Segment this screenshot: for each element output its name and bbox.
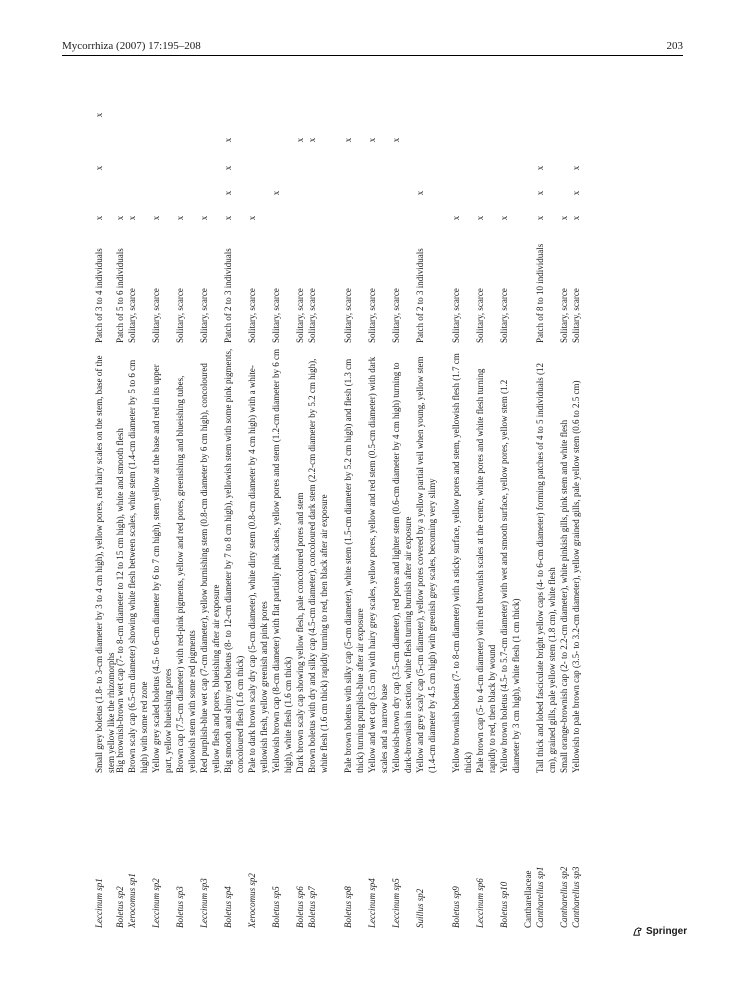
species-name: Leccinum sp2 [151,878,161,928]
species-name: Cantharellus sp1 [535,866,545,928]
species-description: Yellowish-brown dry cap (3.5-cm diameter), red pores and lighter stem (0.6-cm diameter by 4 cm high) turning to dark-brownish in section, white flesh turning burnish after air exposure [391,362,413,773]
species-name: Xerocomus sp2 [247,873,257,928]
species-name: Leccinum sp4 [367,878,377,928]
species-description: Big smooth and shiny red boletus (8- to 12-cm diameter by 7 to 8 cm high), yellowish stem with some pink pigments, concoloured flesh (1.6 cm thick) [223,348,245,773]
presence-mark: x [94,112,104,118]
journal-citation: Mycorrhiza (2007) 17:195–208 [62,40,201,52]
species-name: Leccinum sp6 [475,878,485,928]
presence-mark: x [94,165,104,171]
habit-abundance: Solitary, scarce [571,288,581,343]
presence-mark: x [571,190,581,196]
species-description: Brown scaly cap (6.5-cm diameter) showing white flesh between scales, white stem (1.4-cm diameter by 5 to 6 cm high) with some red zone [127,359,149,773]
presence-mark: x [175,215,185,221]
presence-mark: x [535,165,545,171]
habit-abundance: Solitary, scarce [199,288,209,343]
habit-abundance: Solitary, scarce [295,288,305,343]
species-description: Tall thick and lobed fasciculate bright yellow caps (4- to 6-cm diameter) forming patches of 4 to 5 individuals (12 cm), grained gills, pale yellow stem (1.8 cm), white flesh [535,362,557,773]
species-description: Red purplish-blue wet cap (7-cm diameter), yellow burnishing stem (0.8-cm diameter by 6 cm high), concoloured yellow flesh and pores, blueishing after air exposure [199,363,221,773]
species-name: Suillus sp2 [415,888,425,928]
habit-abundance: Solitary, scarce [307,288,317,343]
presence-mark: x [559,215,569,221]
species-name: Cantharellus sp2 [559,866,569,928]
presence-mark: x [271,190,281,196]
habit-abundance: Solitary, scarce [391,288,401,343]
presence-mark: x [295,137,305,143]
presence-mark: x [223,137,233,143]
species-name: Boletus sp3 [175,886,185,928]
presence-mark: x [571,215,581,221]
species-description: Yellow brownish boletus (7- to 8-cm diameter) with a sticky surface, yellow pores and stem, yellowish flesh (1.7 cm thick) [451,353,473,773]
running-header [62,37,683,56]
habit-abundance: Patch of 8 to 10 individuals [535,243,545,343]
habit-abundance: Solitary, scarce [271,288,281,343]
presence-mark: x [475,215,485,221]
habit-abundance: Solitary, scarce [343,288,353,343]
species-description: Yellow grey scaled boletus (4.5- to 6-cm diameter by 6 to 7 cm high), stem yellow at the base and red in its upper part, yellow blueishing pores [151,364,173,773]
species-name: Boletus sp9 [451,886,461,928]
species-description: Pale brown cap (5- to 4-cm diameter) with red brownish scales at the centre, white pores and white flesh turning rapidly to red, then black by wound [475,368,497,773]
habit-abundance: Patch of 2 to 3 individuals [415,248,425,343]
species-name: Xerocomus sp1 [127,873,137,928]
presence-mark: x [343,137,353,143]
presence-mark: x [223,190,233,196]
species-name: Boletus sp8 [343,886,353,928]
species-description: Dark brown scaly cap showing yellow flesh, pale concoloured pores and stem [295,492,305,773]
species-name: Boletus sp5 [271,886,281,928]
habit-abundance: Patch of 2 to 3 individuals [223,248,233,343]
family-heading: Cantharellaceae [523,870,533,928]
species-description: Yellowish to pale brown cap (3.5- to 3.2-cm diameter), yellow grained gills, pale yellow stem (0.6 to 2.5 cm) [571,380,581,773]
habit-abundance: Patch of 3 to 4 individuals [94,248,104,343]
species-name: Leccinum sp3 [199,878,209,928]
habit-abundance: Solitary, scarce [559,288,569,343]
presence-mark: x [535,215,545,221]
habit-abundance: Solitary, scarce [499,288,509,343]
species-description: Small grey boletus (1.8- to 3-cm diameter by 3 to 4 cm high), yellow pores, red hairy scales on the stem, base of the stem yellow like the rhizomorphs [94,355,116,773]
page-number: 203 [666,40,683,52]
species-name: Boletus sp10 [499,881,509,928]
species-description: Small orange-brownish cap (2- to 2.2-cm diameter), white pinkish gills, pink stem and white flesh [559,419,569,773]
species-table [85,78,665,928]
species-name: Boletus sp6 [295,886,305,928]
presence-mark: x [151,215,161,221]
species-description: Yellow and grey scaly cap (5-cm diameter), yellow pores covered by a yellow partial veil when young, yellow stem (1.4-cm diameter by 4.5 cm high) with greenish grey scales, becoming very slimy [415,356,437,773]
presence-mark: x [94,215,104,221]
species-name: Boletus sp2 [115,886,125,928]
species-name: Boletus sp7 [307,886,317,928]
presence-mark: x [571,165,581,171]
species-name: Leccinum sp5 [391,878,401,928]
presence-mark: x [223,165,233,171]
springer-horse-icon [632,926,643,937]
presence-mark: x [391,137,401,143]
presence-mark: x [115,215,125,221]
habit-abundance: Solitary, scarce [247,288,257,343]
species-name: Leccinum sp1 [94,878,104,928]
species-description: Yellow and wet cap (3.5 cm) with hairy grey scales, yellow pores, yellow and red stem (0.5-cm diameter) with dark scales and a narrow base [367,356,389,773]
publisher-logo [632,926,687,937]
habit-abundance: Solitary, scarce [175,288,185,343]
rotated-table-area [85,78,665,928]
presence-mark: x [307,137,317,143]
species-description: Yellowish brown cap (8-cm diameter) with flat partially pink scales, yellow pores and stem (1.2-cm diameter by 6 cm high), white flesh (1.6 cm thick) [271,349,293,773]
presence-mark: x [223,215,233,221]
habit-abundance: Patch of 5 to 6 individuals [115,248,125,343]
habit-abundance: Solitary, scarce [451,288,461,343]
presence-mark: x [127,215,137,221]
species-description: Big brownish-brown wet cap (7- to 8-cm diameter to 12 to 15 cm high), white and smooth flesh [115,428,125,773]
presence-mark: x [451,215,461,221]
habit-abundance: Solitary, scarce [367,288,377,343]
presence-mark: x [415,190,425,196]
presence-mark: x [499,215,509,221]
presence-mark: x [247,215,257,221]
species-name: Boletus sp4 [223,886,233,928]
presence-mark: x [367,137,377,143]
publisher-name: Springer [646,926,688,937]
species-description: Yellow brown boletus (4.5- to 5.7-cm diameter) with wet and smooth surface, yellow pores, yellow stem (1.2 diameter by 3 cm high), white flesh (1 cm thick) [499,379,521,773]
species-description: Pale brown boletus with silky cap (5-cm diameter), white stem (1.5-cm diameter by 5.2 cm high) and flesh (1.3 cm thick) turning purplish-blue after air exposure [343,358,365,773]
habit-abundance: Solitary, scarce [475,288,485,343]
species-description: Brown cap (7.5-cm diameter) with red-pink pigments, yellow and red pores, greenishing and blueishing tubes, yellowish stem with some red pigments [175,375,197,773]
species-description: Brown boletus with dry and silky cap (4.5-cm diameter), concoloured dark stem (2.2-cm diameter by 5.2 cm high), white flesh (1.6 cm thick) rapidly turning to red, then black after air exposure [307,358,329,773]
presence-mark: x [199,215,209,221]
presence-mark: x [535,190,545,196]
species-description: Pale to dark brown scaly dry cap (5-cm diameter), white dirty stem (0.8-cm diameter by 4 cm high) with a white-yellowish flesh, yellow greenish and pink pores [247,365,269,773]
habit-abundance: Solitary, scarce [151,288,161,343]
habit-abundance: Solitary, scarce [127,288,137,343]
species-name: Cantharellus sp3 [571,866,581,928]
